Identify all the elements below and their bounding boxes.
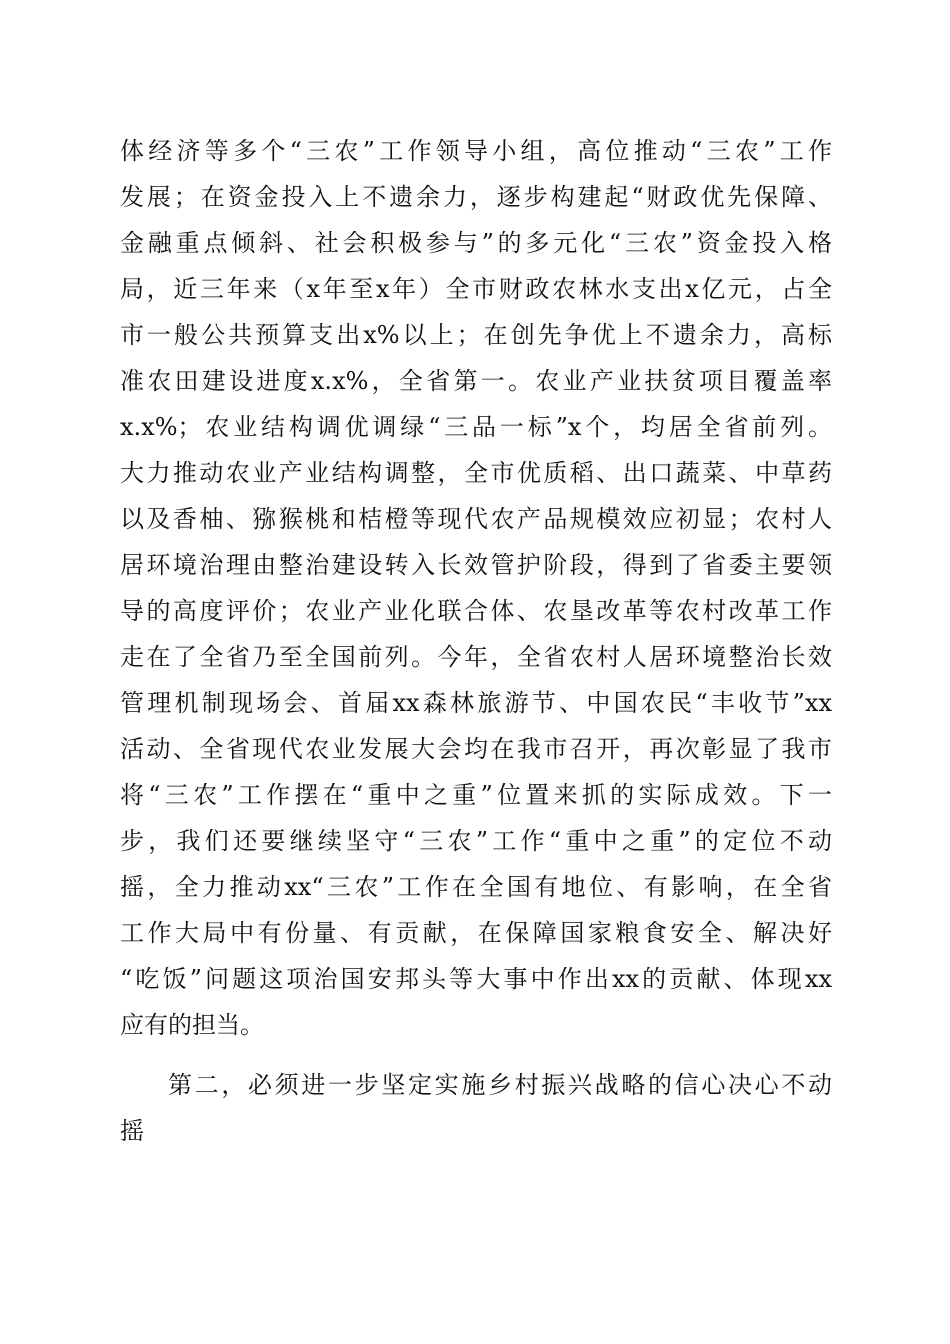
text-line: 大力推动农业产业结构调整，全市优质稻、出口蔬菜、中草药: [120, 459, 832, 487]
text-line: 以及香柚、猕猴桃和桔橙等现代农产品规模效应初显；农村人: [120, 505, 832, 533]
text-line: 步，我们还要继续坚守“三农”工作“重中之重”的定位不动: [120, 827, 832, 855]
text-line: x.x%；农业结构调优调绿“三品一标”x个，均居全省前列。: [120, 413, 832, 441]
heading-line: 第二，必须进一步坚定实施乡村振兴战略的信心决心不动: [168, 1071, 832, 1099]
section-heading: [120, 1062, 832, 1154]
body-text: [120, 128, 832, 1154]
text-line: 发展；在资金投入上不遗余力，逐步构建起“财政优先保障、: [120, 183, 832, 211]
text-line: 管理机制现场会、首届xx森林旅游节、中国农民“丰收节”xx: [120, 689, 832, 717]
text-line: 体经济等多个“三农”工作领导小组，高位推动“三农”工作: [120, 137, 832, 165]
text-line: 活动、全省现代农业发展大会均在我市召开，再次彰显了我市: [120, 735, 832, 763]
heading-line: 摇: [120, 1117, 144, 1145]
text-line: 居环境治理由整治建设转入长效管护阶段，得到了省委主要领: [120, 551, 832, 579]
text-line: 应有的担当。: [120, 1011, 264, 1039]
paragraph-spacer: [120, 1048, 832, 1062]
text-line: “吃饭”问题这项治国安邦头等大事中作出xx的贡献、体现xx: [120, 965, 832, 993]
text-line: 金融重点倾斜、社会积极参与”的多元化“三农”资金投入格: [120, 229, 832, 257]
text-line: 走在了全省乃至全国前列。今年，全省农村人居环境整治长效: [120, 643, 832, 671]
text-line: 导的高度评价；农业产业化联合体、农垦改革等农村改革工作: [120, 597, 832, 625]
text-line: 摇，全力推动xx“三农”工作在全国有地位、有影响，在全省: [120, 873, 832, 901]
text-line: 将“三农”工作摆在“重中之重”位置来抓的实际成效。下一: [120, 781, 832, 809]
text-line: 市一般公共预算支出x%以上；在创先争优上不遗余力，高标: [120, 321, 832, 349]
text-line: 工作大局中有份量、有贡献，在保障国家粮食安全、解决好: [120, 919, 832, 947]
paragraph: [120, 128, 832, 1048]
text-line: 准农田建设进度x.x%，全省第一。农业产业扶贫项目覆盖率: [120, 367, 832, 395]
text-line: 局，近三年来（x年至x年）全市财政农林水支出x亿元，占全: [120, 275, 832, 303]
